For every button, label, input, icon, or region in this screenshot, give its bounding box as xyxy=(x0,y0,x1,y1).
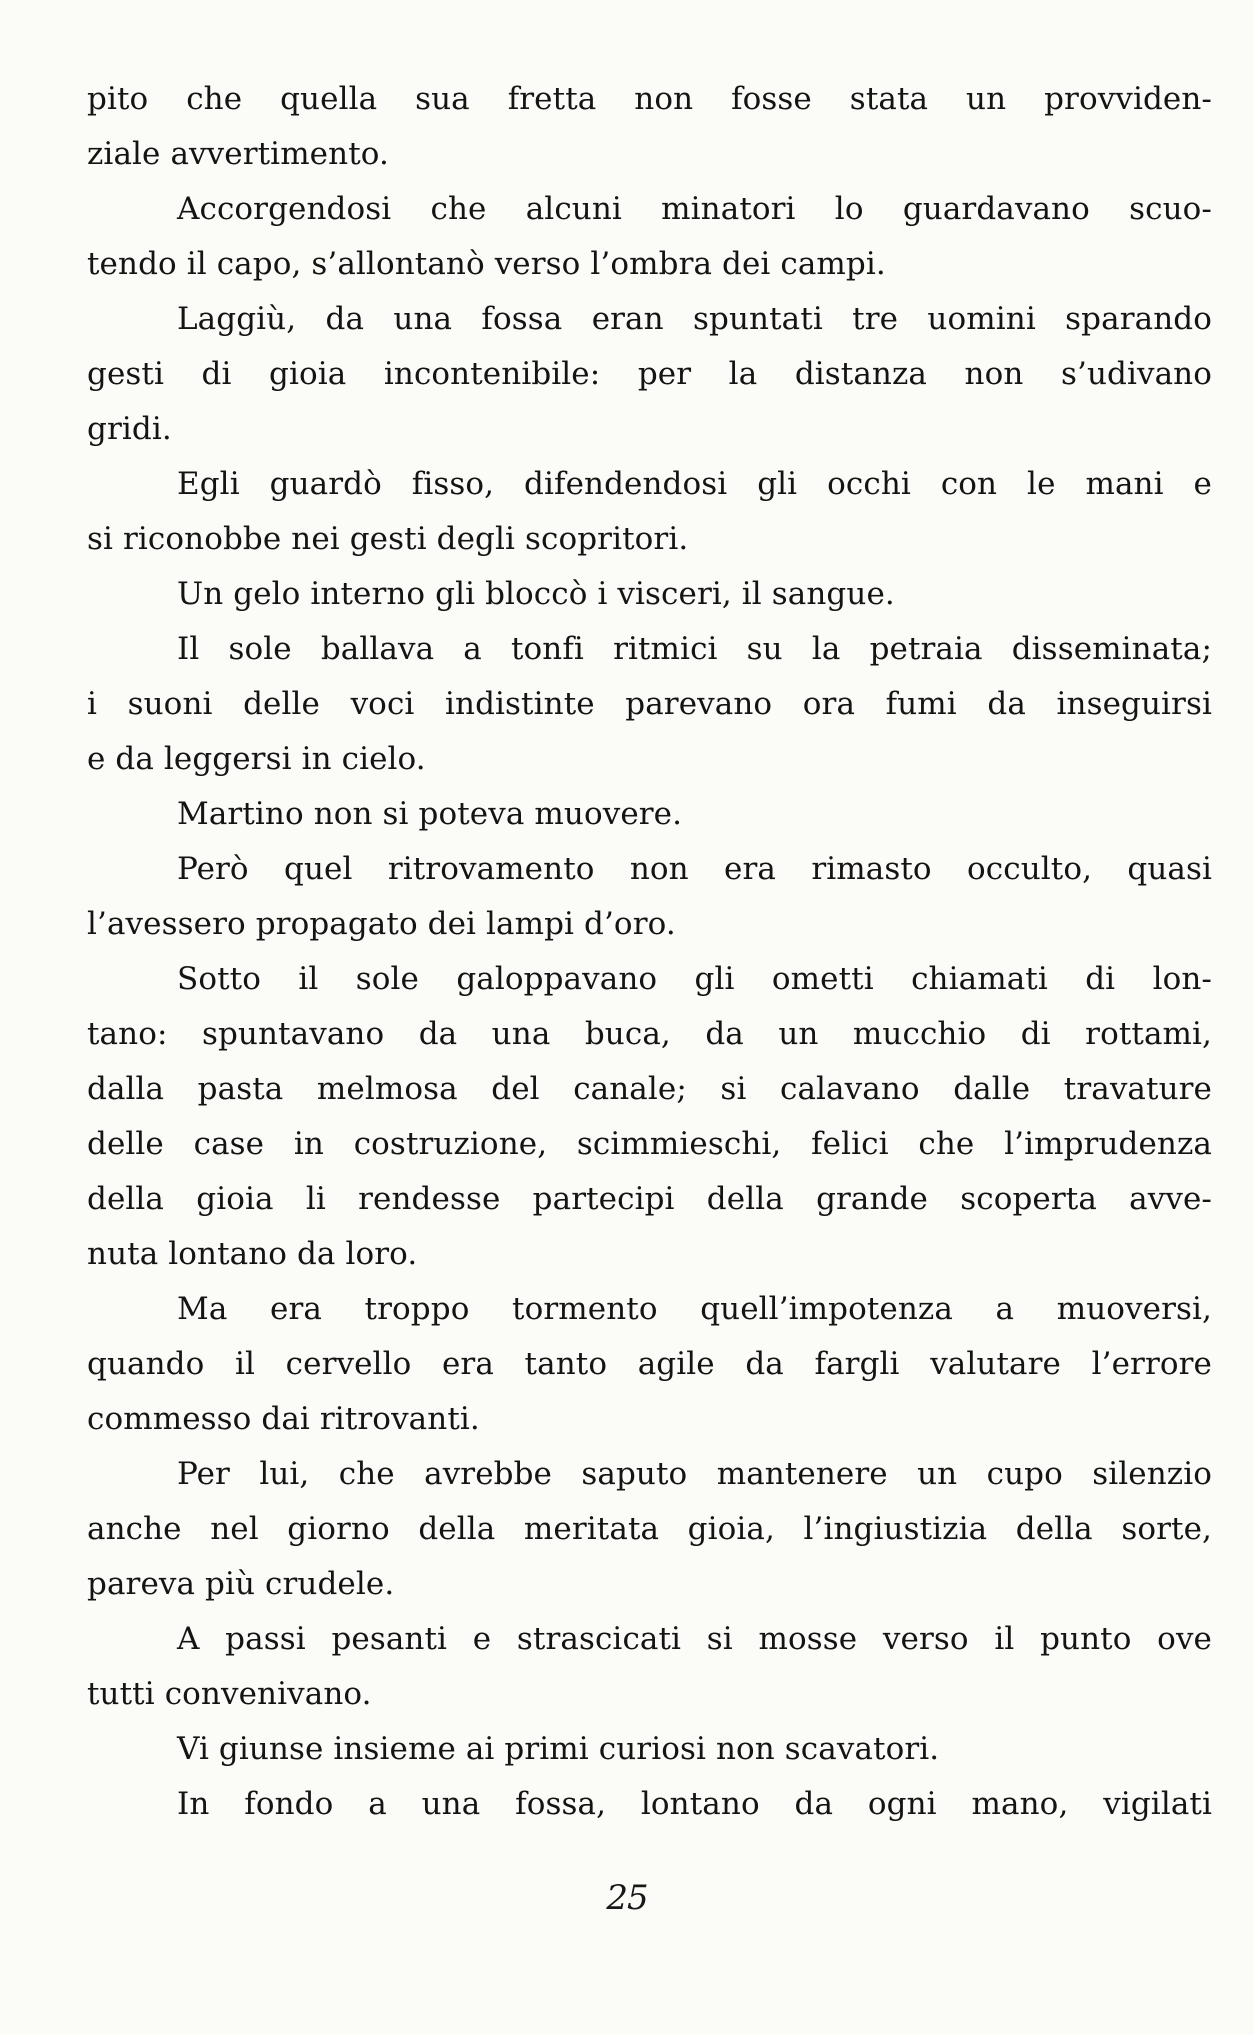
text-line: si riconobbe nei gesti degli scopritori. xyxy=(87,521,689,557)
text-line: l’avessero propagato dei lampi d’oro. xyxy=(87,906,676,942)
page-number: 25 xyxy=(606,1878,648,1918)
text-line: Però quel ritrovamento non era rimasto occulto, quasi xyxy=(177,851,1212,887)
body-text xyxy=(87,72,1212,1832)
text-line: pareva più crudele. xyxy=(87,1566,395,1602)
text-line: della gioia li rendesse partecipi della grande scoperta avve- xyxy=(87,1181,1212,1217)
text-line: ziale avvertimento. xyxy=(87,136,389,172)
text-line: e da leggersi in cielo. xyxy=(87,741,426,777)
text-line: tendo il capo, s’allontanò verso l’ombra dei campi. xyxy=(87,246,886,282)
text-line: A passi pesanti e strascicati si mosse verso il punto ove xyxy=(177,1621,1212,1657)
text-line: Per lui, che avrebbe saputo mantenere un cupo silenzio xyxy=(177,1456,1212,1492)
text-line: pito che quella sua fretta non fosse stata un provviden- xyxy=(87,81,1212,117)
text-line: Accorgendosi che alcuni minatori lo guardavano scuo- xyxy=(177,191,1212,227)
text-line: tano: spuntavano da una buca, da un mucchio di rottami, xyxy=(87,1016,1212,1052)
text-line: Vi giunse insieme ai primi curiosi non scavatori. xyxy=(177,1731,940,1767)
text-line: i suoni delle voci indistinte parevano ora fumi da inseguirsi xyxy=(87,686,1212,722)
text-line: Sotto il sole galoppavano gli ometti chiamati di lon- xyxy=(177,961,1212,997)
text-line: Ma era troppo tormento quell’impotenza a muoversi, xyxy=(177,1291,1212,1327)
text-line: Egli guardò fisso, difendendosi gli occhi con le mani e xyxy=(177,466,1212,502)
text-line: anche nel giorno della meritata gioia, l’ingiustizia della sorte, xyxy=(87,1511,1212,1547)
text-line: dalla pasta melmosa del canale; si calavano dalle travature xyxy=(87,1071,1212,1107)
text-line: delle case in costruzione, scimmieschi, felici che l’imprudenza xyxy=(87,1126,1212,1162)
text-line: tutti convenivano. xyxy=(87,1676,372,1712)
text-line: gridi. xyxy=(87,411,172,447)
text-line: In fondo a una fossa, lontano da ogni mano, vigilati xyxy=(177,1786,1212,1822)
text-line: nuta lontano da loro. xyxy=(87,1236,418,1272)
text-line: quando il cervello era tanto agile da fargli valutare l’errore xyxy=(87,1346,1212,1382)
text-line: gesti di gioia incontenibile: per la distanza non s’udivano xyxy=(87,356,1212,392)
text-line: Martino non si poteva muovere. xyxy=(177,796,683,832)
text-line: Il sole ballava a tonfi ritmici su la petraia disseminata; xyxy=(177,631,1212,667)
text-line: Laggiù, da una fossa eran spuntati tre uomini sparando xyxy=(177,301,1212,337)
text-line: commesso dai ritrovanti. xyxy=(87,1401,480,1437)
text-line: Un gelo interno gli bloccò i visceri, il sangue. xyxy=(177,576,895,612)
